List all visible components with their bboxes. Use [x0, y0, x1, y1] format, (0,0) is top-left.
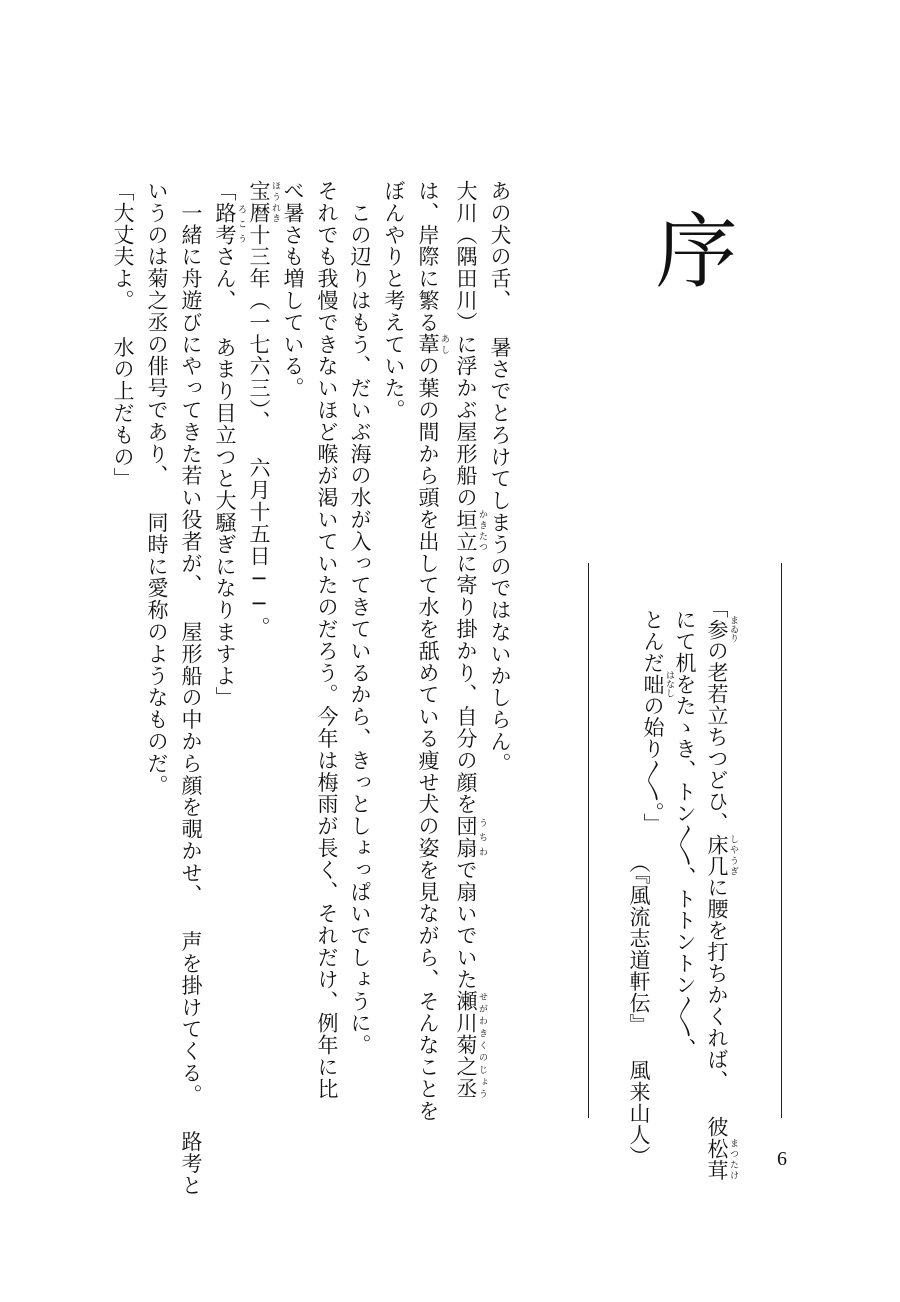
- epigraph-rule-left: [588, 563, 589, 1118]
- chapter-title: 序: [642, 208, 737, 290]
- body-line-8: 宝暦 ほうれき十三年（一七六三）、 六月十五日──。: [247, 180, 280, 639]
- page-number: 6: [777, 1148, 787, 1170]
- epigraph-rule-right: [781, 563, 782, 1118]
- body-line-1: あの犬の舌、 暑さでとろけてしまうのではないかしらん。: [488, 180, 512, 775]
- body-line-9: 「路考 ろこうさん、 あまり目立つと大騒ぎになりますよ」: [213, 180, 246, 709]
- epigraph-line-3: とんだ咄 はなしの始り〳〵。」: [641, 609, 674, 835]
- epigraph-line-1: 「参 まゐりの老若立ちつどひ、床几 しやうぎに腰を打ちかくれば、 彼松茸 まつたけ: [705, 597, 738, 1181]
- body-line-5: この辺りはもう、だいぶ海の水が入ってきているから、きっとしょっぱいでしょうに。: [348, 180, 372, 1056]
- body-line-7: べ暑さも増している。: [281, 180, 305, 399]
- body-line-10: 一緒に舟遊びにやってきた若い役者が、 屋形船の中から顔を覗かせ、 声を掛けてくる。 路考と: [179, 180, 203, 1197]
- body-line-12: 「大丈夫よ。 水の上だもの」: [111, 180, 135, 490]
- body-line-11: いうのは菊之丞の俳号であり、 同時に愛称のようなものだ。: [145, 180, 169, 797]
- body-line-4: ぼんやりと考えていた。: [382, 180, 406, 421]
- body-line-6: それでも我慢できないほど喉が渇いていたのだろう。今年は梅雨が長く、それだけ、例年に比: [315, 180, 339, 1100]
- body-line-2: 大川（隅田川）に浮かぶ屋形船の垣立 かきたつに寄り掛かり、自分の顔を団扇 うちわで扇いでいた瀬川菊之丞 せがわきくのじょう: [454, 180, 487, 1100]
- epigraph-line-2: にて机をたゝき、トン〳〵、トトントン〳〵、: [673, 609, 697, 1060]
- epigraph-attribution: （『風流志道軒伝』 風来山人）: [627, 852, 651, 1167]
- body-line-3: は、岸際に繁る葦 あしの葉の間から頭を出して水を舐めている痩せ犬の姿を見ながら、そんなことを: [416, 180, 449, 1122]
